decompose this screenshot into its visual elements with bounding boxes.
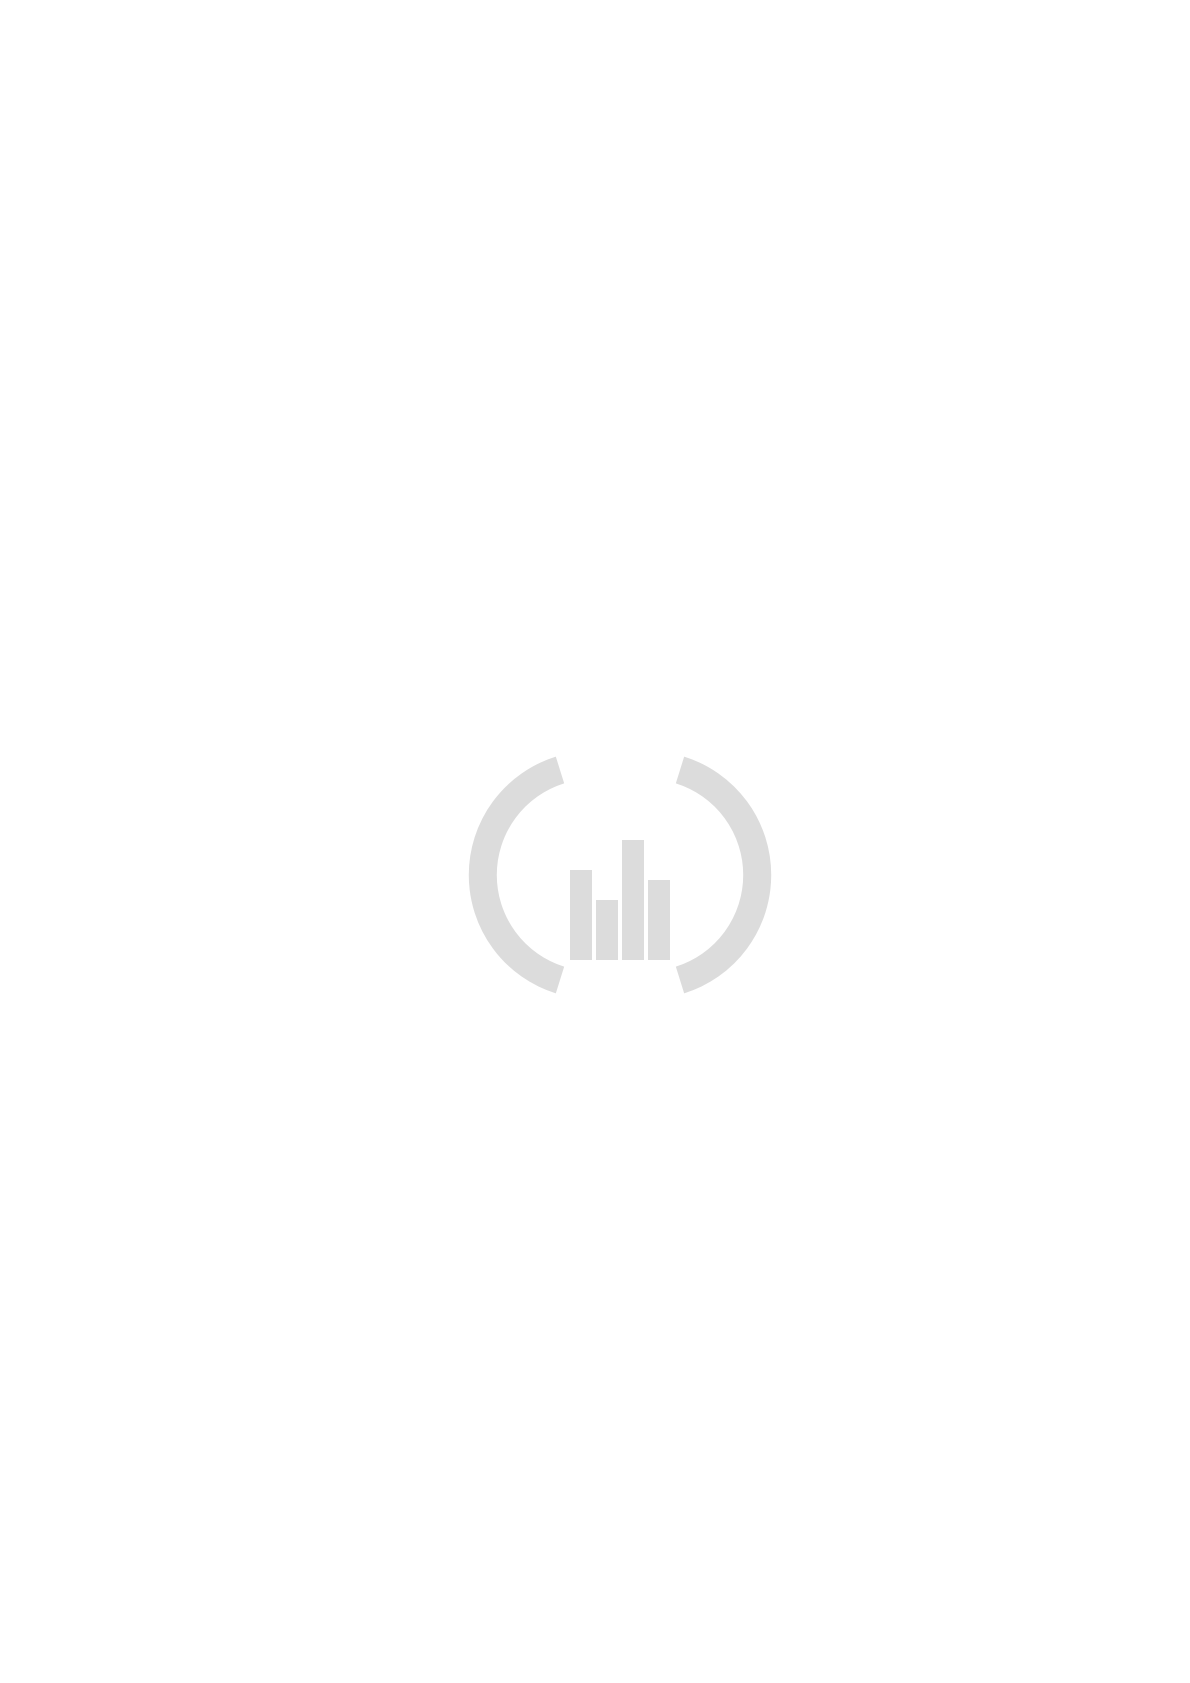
document-content bbox=[183, 150, 1013, 190]
seal-emblem-arc-left bbox=[483, 770, 560, 980]
seal-emblem-bars bbox=[570, 840, 670, 960]
seal-emblem-arc-right bbox=[680, 770, 757, 980]
